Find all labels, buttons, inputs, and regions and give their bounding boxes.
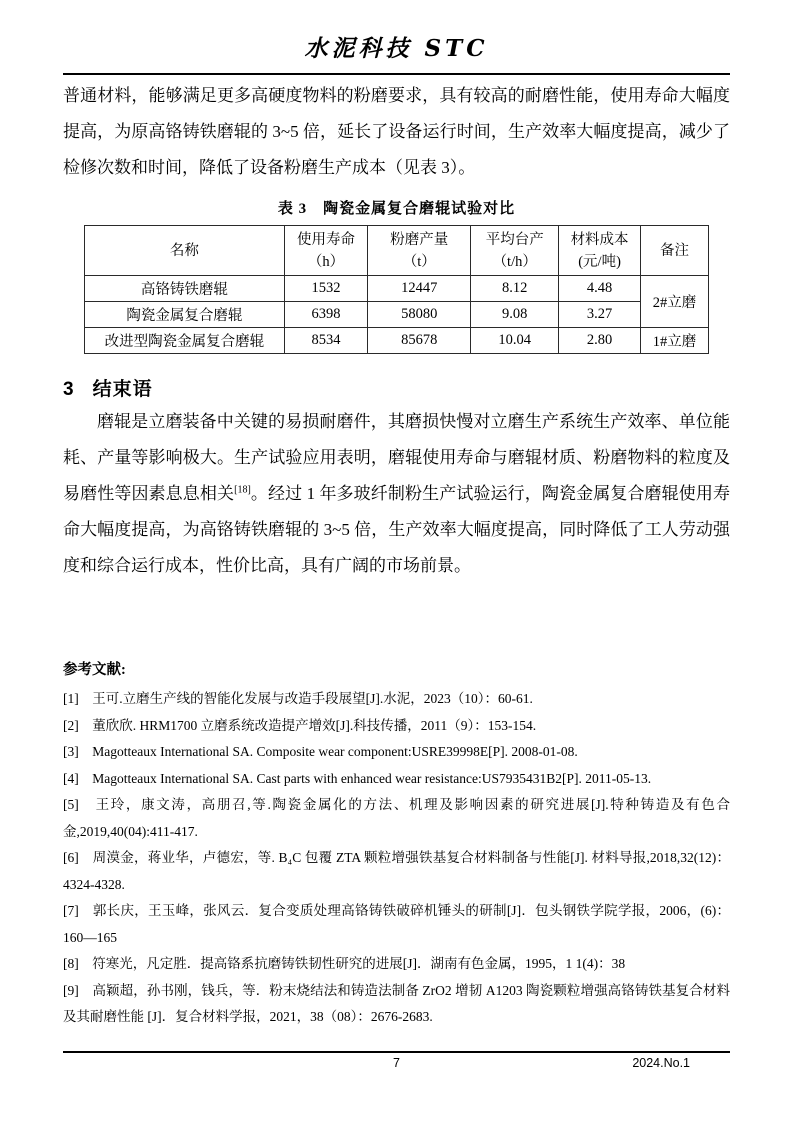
reference-item: [7] 郭长庆，王玉峰，张风云．复合变质处理高铬铸铁破碎机锤头的研制[J]．包头钢铁学院学报，2006，(6)：160—165 <box>63 903 730 945</box>
cell-average: 9.08 <box>471 302 559 328</box>
column-header-output: 粉磨产量 （t） <box>368 226 471 276</box>
cell-cost: 3.27 <box>559 302 641 328</box>
cell-output: 12447 <box>368 276 471 302</box>
section-title: 结束语 <box>92 379 153 400</box>
cell-average: 8.12 <box>471 276 559 302</box>
cell-note-merged: 2#立磨 <box>640 276 708 328</box>
table-row <box>85 328 709 354</box>
citation-superscript: [18] <box>234 484 251 496</box>
section-number: 3 <box>63 379 75 400</box>
cell-life: 1532 <box>284 276 368 302</box>
issue-label: 2024.No.1 <box>632 1056 690 1070</box>
table-caption: 表 3 陶瓷金属复合磨辊试验对比 <box>277 201 516 217</box>
column-header-note: 备注 <box>640 226 708 276</box>
column-header-cost: 材料成本 (元/吨) <box>559 226 641 276</box>
cell-output: 58080 <box>368 302 471 328</box>
reference-item: [5] 王玲，康文涛，高朋召,等.陶瓷金属化的方法、机理及影响因素的研究进展[J].特种铸造及有色合金,2019,40(04):411-417. <box>63 797 730 839</box>
page-number: 7 <box>393 1056 400 1070</box>
conclusion-paragraph <box>63 404 730 584</box>
journal-header <box>63 30 730 75</box>
reference-item: [8] 符寒光，凡定胜．提高铬系抗磨铸铁韧性研究的进展[J]．湖南有色金属，1995，1 1(4)：38 <box>63 956 626 971</box>
cell-name: 改进型陶瓷金属复合磨辊 <box>85 328 285 354</box>
cell-cost: 4.48 <box>559 276 641 302</box>
cell-life: 8534 <box>284 328 368 354</box>
header-rule <box>63 73 730 75</box>
intro-paragraph: 普通材料，能够满足更多高硬度物料的粉磨要求，具有较高的耐磨性能，使用寿命大幅度提高，为原高铬铸铁磨辊的 3~5 倍，延长了设备运行时间，生产效率大幅度提高，减少了检修次数和时间，降低了设备粉磨生产成本（见表 3）。 <box>63 86 730 177</box>
references-heading: 参考文献: <box>63 662 126 678</box>
comparison-table <box>84 225 709 354</box>
cell-name: 高铬铸铁磨辊 <box>85 276 285 302</box>
journal-title: 水泥科技 STC <box>304 35 489 62</box>
column-header-life: 使用寿命 （h） <box>284 226 368 276</box>
conclusion-text-part1: 磨辊是立磨装备中关键的易损耐磨件，其磨损快慢对立磨生产系统生产效率、单位能耗、产量等影响极大。生产试验应用表明，磨辊使用寿命与磨辊材质、粉磨物料的粒度及易磨性等因素息息相关 <box>63 412 730 503</box>
cell-note: 1#立磨 <box>640 328 708 354</box>
references-section <box>63 658 730 1031</box>
cell-life: 6398 <box>284 302 368 328</box>
table-header-row <box>85 226 709 276</box>
table-row <box>85 302 709 328</box>
reference-item: [1] 王可.立磨生产线的智能化发展与改造手段展望[J].水泥，2023（10）：60-61. <box>63 691 533 706</box>
column-header-name: 名称 <box>85 226 285 276</box>
page-footer <box>63 1051 730 1075</box>
cell-output: 85678 <box>368 328 471 354</box>
reference-item: [4] Magotteaux International SA. Cast parts with enhanced wear resistance:US7935431B2[P]. 2011-05-13. <box>63 770 652 786</box>
conclusion-text-part2: 。经过 1 年多玻纤制粉生产试验运行，陶瓷金属复合磨辊使用寿命大幅度提高，为高铬铸铁磨辊的 3~5 倍，生产效率大幅度提高，同时降低了工人劳动强度和综合运行成本，性价比高，具有广阔的市场前景。 <box>63 484 730 575</box>
section-heading <box>63 374 730 401</box>
cell-average: 10.04 <box>471 328 559 354</box>
column-header-average: 平均台产 （t/h） <box>471 226 559 276</box>
reference-item: [9] 高颖超，孙书刚，钱兵，等．粉末烧结法和铸造法制备 ZrO2 增韧 A1203 陶瓷颗粒增强高铬铸铁基复合材料及其耐磨性能 [J]．复合材料学报，2021，38（08）：2676-2683. <box>63 982 730 1024</box>
cell-name: 陶瓷金属复合磨辊 <box>85 302 285 328</box>
reference-item: [3] Magotteaux International SA. Composite wear component:USRE39998E[P]. 2008-01-08. <box>63 744 578 759</box>
reference-item: [2] 董欣欣. HRM1700 立磨系统改造提产增效[J].科技传播，2011（9）：153-154. <box>63 717 537 733</box>
table-row <box>85 276 709 302</box>
reference-item: [6] 周漠金，蒋业华，卢德宏，等. B₄C 包覆 ZTA 颗粒增强铁基复合材料制备与性能[J]. 材料导报,2018,32(12)：4324-4328. <box>63 850 730 892</box>
cell-cost: 2.80 <box>559 328 641 354</box>
